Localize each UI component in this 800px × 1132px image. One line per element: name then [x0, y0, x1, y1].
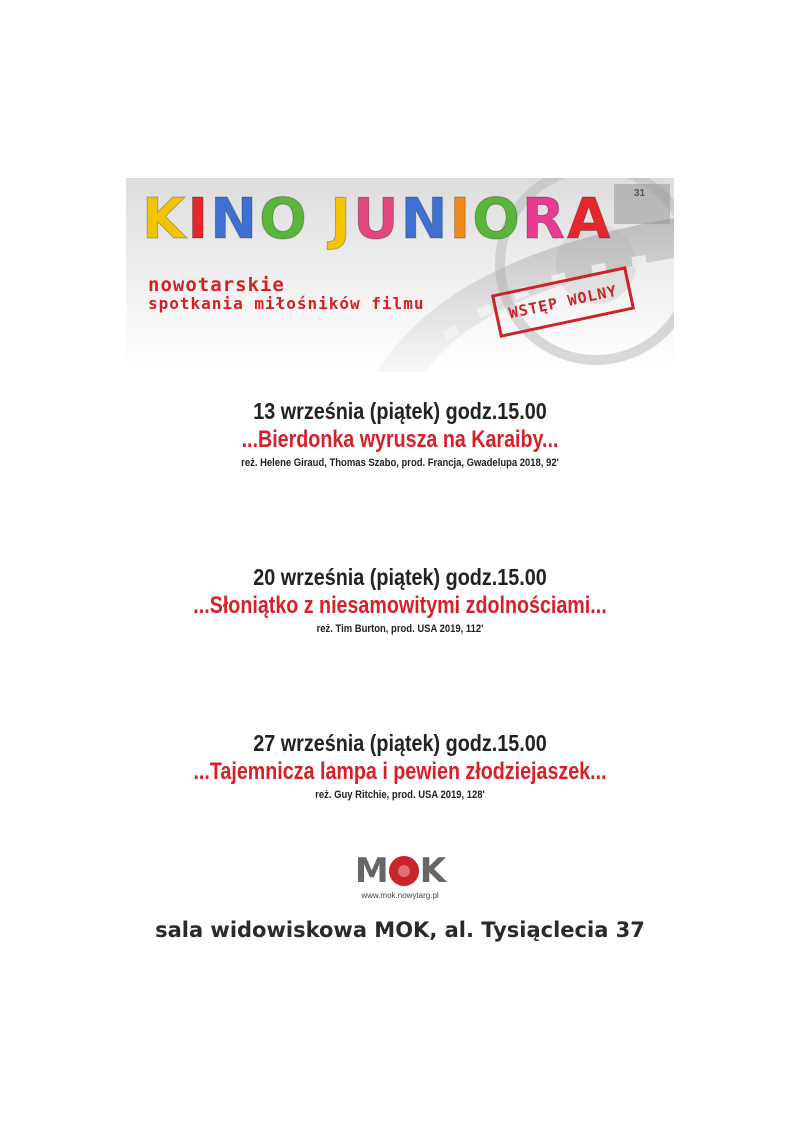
- title-letter: U: [353, 187, 401, 252]
- title-letter: I: [187, 187, 211, 252]
- mok-logo: [340, 852, 460, 910]
- venue-address: sala widowiskowa MOK, al. Tysiąclecia 37: [155, 918, 645, 942]
- event-credits: reż. Tim Burton, prod. USA 2019, 112': [316, 623, 484, 635]
- event-credits: reż. Guy Ritchie, prod. USA 2019, 128': [315, 789, 485, 801]
- event-1: [0, 397, 800, 471]
- event-date: 27 września (piątek) godz.15.00: [253, 730, 547, 756]
- website-url[interactable]: www.mok.nowytarg.pl: [361, 891, 439, 900]
- title-letter: J: [330, 187, 354, 252]
- event-date: 13 września (piątek) godz.15.00: [253, 398, 547, 424]
- logo-letter-m: M: [354, 851, 388, 891]
- title-letter: O: [259, 187, 309, 252]
- free-entry-stamp-text: WSTĘP WOLNY: [507, 281, 619, 323]
- event-title: ...Słoniątko z niesamowitymi zdolnościami...: [193, 592, 607, 619]
- tagline-line1: nowotarskie: [148, 274, 285, 296]
- event-2: [0, 563, 800, 637]
- title-letter: I: [449, 187, 473, 252]
- title-letter: O: [472, 187, 522, 252]
- event-title: ...Bierdonka wyrusza na Karaiby...: [241, 426, 559, 453]
- title-letter: N: [210, 187, 260, 252]
- logo-letter-k: K: [419, 851, 446, 891]
- kino-junior-title: [142, 187, 613, 252]
- event-title: ...Tajemnicza lampa i pewien złodziejaszek...: [193, 758, 607, 785]
- reel-number: 31: [634, 188, 646, 199]
- title-letter: R: [521, 187, 568, 252]
- tagline-line2: spotkania miłośników filmu: [148, 294, 425, 313]
- event-3: [0, 729, 800, 803]
- title-letter: A: [567, 187, 613, 252]
- title-letter: K: [142, 187, 188, 252]
- event-date: 20 września (piątek) godz.15.00: [253, 564, 547, 590]
- logo-circle-icon: [389, 856, 419, 886]
- header-banner: [126, 178, 674, 372]
- title-letter: [309, 192, 331, 248]
- title-letter: N: [400, 187, 450, 252]
- event-credits: reż. Helene Giraud, Thomas Szabo, prod. Francja, Gwadelupa 2018, 92': [241, 457, 559, 469]
